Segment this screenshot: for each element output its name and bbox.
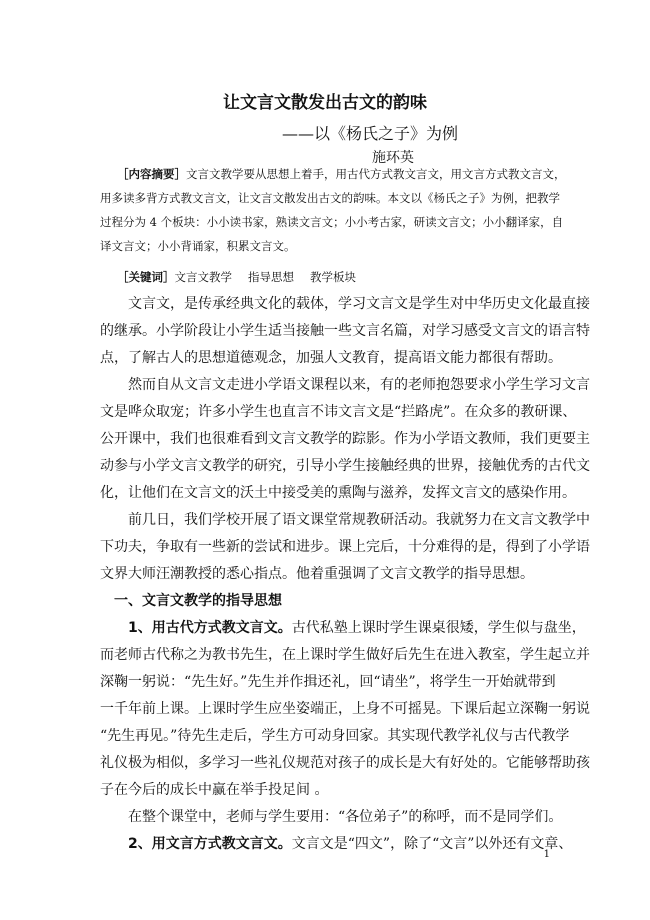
paragraph-line: 点，了解古人的思想道德观念，加强人文教育，提高语文能力都很有帮助。 (100, 350, 562, 366)
keyword: 文言文教学 (174, 270, 232, 284)
author-name: 施环英 (372, 150, 414, 166)
paragraph-line: 2、用文言方式教文言文。文言文是“四文”，除了“文言”以外还有文章、 (100, 836, 573, 852)
subsection-lead: 2、用文言方式教文言文。 (100, 836, 292, 852)
keywords-line (117, 269, 356, 285)
document-title: 让文言文散发出古文的韵味 (223, 93, 427, 113)
paragraph-line: 动参与小学文言文教学的研究，引导小学生接触经典的世界，接触优秀的古代文 (100, 458, 590, 474)
paragraph-line: “先生再见。”待先生走后，学生方可动身回家。其实现代教学礼仪与古代教学 (100, 728, 570, 744)
document-subtitle: ——以《杨氏之子》为例 (282, 124, 459, 143)
paragraph-line: 的继承。小学阶段让小学生适当接触一些文言名篇，对学习感受文言文的语言特 (100, 323, 590, 339)
abstract-line: ［内容摘要］文言文教学要从思想上着手，用古代方式教文言文，用文言方式教文言文， (117, 167, 566, 181)
paragraph-line: 子在今后的成长中赢在举手投足间 。 (100, 782, 329, 798)
paragraph-line: 在整个课堂中，老师与学生要用：“各位弟子”的称呼，而不是同学们。 (100, 809, 563, 825)
abstract-line: 用多读多背方式教文言文，让文言文散发出古文的韵味。本文以《杨氏之子》为例，把教学 (100, 191, 560, 205)
paragraph-line: 一千年前上课。上课时学生应坐姿端正，上身不可摇晃。下课后起立深鞠一躬说 (100, 701, 590, 717)
abstract-line: 译文言文；小小背诵家，积累文言文。 (100, 239, 296, 253)
body-text (100, 291, 590, 858)
keywords-label: ［关键词］ (117, 270, 175, 284)
paragraph-line: 1、用古代方式教文言文。古代私塾上课时学生课桌很矮，学生似与盘坐， (100, 620, 586, 636)
paragraph-line: 然而自从文言文走进小学语文课程以来，有的老师抱怨要求小学生学习文言 (100, 377, 590, 393)
paragraph-line: 公开课中，我们也很难看到文言文教学的踪影。作为小学语文教师，我们更要主 (100, 431, 590, 447)
abstract-line: 过程分为 4 个板块：小小读书家，熟读文言文；小小考古家，研读文言文；小小翻译家，自 (100, 215, 564, 229)
keyword: 教学板块 (310, 270, 356, 284)
paragraph-line: 而老师古代称之为教书先生，在上课时学生做好后先生在进入教室，学生起立并 (100, 647, 590, 663)
paragraph-line: 化，让他们在文言文的沃土中接受美的熏陶与滋养，发挥文言文的感染作用。 (100, 485, 576, 501)
abstract-label: ［内容摘要］ (117, 167, 186, 181)
paragraph-line: 前几日，我们学校开展了语文课堂常规教研活动。我就努力在文言文教学中 (100, 512, 590, 528)
paragraph-line: 文界大师汪潮教授的悉心指点。他着重强调了文言文教学的指导思想。 (100, 566, 534, 582)
page-number: 1 (543, 849, 550, 860)
paragraph-line: 文言文，是传承经典文化的载体，学习文言文是学生对中华历史文化最直接 (100, 296, 590, 312)
abstract-block (100, 162, 566, 258)
paragraph-line: 深鞠一躬说：“先生好。”先生并作揖还礼，回“请坐”，将学生一开始就带到 (100, 674, 556, 690)
section-heading: 一、文言文教学的指导思想 (100, 593, 282, 609)
paragraph-line: 文是哗众取宠；许多小学生也直言不讳文言文是“拦路虎”。在众多的教研课、 (100, 404, 577, 420)
paragraph-line: 下功夫，争取有一些新的尝试和进步。课上完后，十分难得的是，得到了小学语 (100, 539, 590, 555)
paragraph-line: 礼仪极为相似，多学习一些礼仪规范对孩子的成长是大有好处的。它能够帮助孩 (100, 755, 590, 771)
subsection-lead: 1、用古代方式教文言文。 (100, 620, 292, 636)
keyword: 指导思想 (248, 270, 294, 284)
